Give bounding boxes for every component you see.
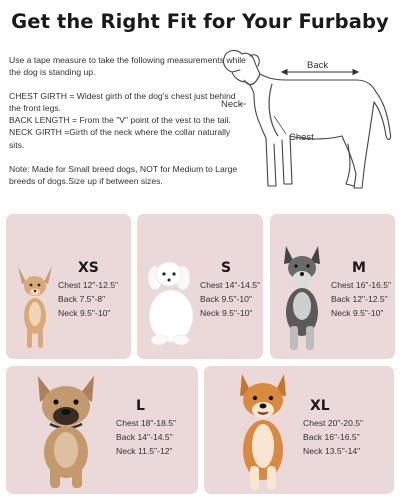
chest-measurement-l: Chest 18"-18.5" [116,418,177,428]
chest-label: Chest [289,132,314,143]
chest-measurement-xs: Chest 12"-12.5" [58,280,119,290]
neck-measurement-m: Neck 9.5"-10" [331,308,384,318]
back-length-definition: BACK LENGTH = From the "V" point of the vest to the tail. [9,115,231,126]
neck-measurement-xl: Neck 13.5"-14" [303,446,361,456]
measurements-l [116,416,176,458]
neck-label: Neck [221,99,243,110]
chihuahua-icon [10,256,60,352]
dog-measurement-diagram [216,44,398,204]
neck-measurement-xs: Neck 9.5"-10" [58,308,111,318]
measurements-xl [303,416,363,458]
back-measurement-s: Back 9.5"-10" [200,294,252,304]
size-card-xl [204,366,394,494]
size-label-m: M [352,260,366,276]
chest-measurement-xl: Chest 20"-20.5" [303,418,364,428]
size-label-xl: XL [310,398,330,414]
size-card-m [270,214,395,359]
neck-measurement-s: Neck 9.5"-10" [200,308,253,318]
size-note: Note: Made for Small breed dogs, NOT for Medium to Large breeds of dogs.Size up if between sizes. [9,163,238,186]
chest-girth-definition: CHEST GIRTH = Widest girth of the dog's chest just behind the front legs. [9,91,236,114]
size-card-l [6,366,198,494]
schnauzer-icon [274,242,330,354]
chest-measurement-s: Chest 14"-14.5" [200,280,261,290]
size-label-xs: XS [78,260,99,276]
french-bulldog-icon [28,372,104,490]
page-title: Get the Right Fit for Your Furbaby [11,10,389,33]
shiba-inu-icon [230,370,296,492]
back-label: Back [307,60,329,71]
back-measurement-l: Back 14"-14.5" [116,432,173,442]
neck-measurement-l: Neck 11.5"-12" [116,446,173,456]
size-label-s: S [221,260,232,276]
size-label-l: L [136,398,145,414]
maltese-icon [139,248,199,348]
back-measurement-m: Back 12"-12.5" [331,294,388,304]
size-card-xs [6,214,131,359]
measurements-m [331,278,391,320]
back-measurement-xs: Back 7.5"-8" [58,294,106,304]
measurements-s [200,278,260,320]
neck-girth-definition: NECK GIRTH =Girth of the neck where the collar naturally sits. [9,127,231,150]
back-measurement-xl: Back 16"-16.5" [303,432,360,442]
measurement-instructions [9,54,247,187]
size-card-s [137,214,263,359]
chest-measurement-m: Chest 16"-16.5" [331,280,392,290]
measurements-xs [58,278,118,320]
instructions-intro: Use a tape measure to take the following measurements while the dog is standing up. [9,55,246,78]
